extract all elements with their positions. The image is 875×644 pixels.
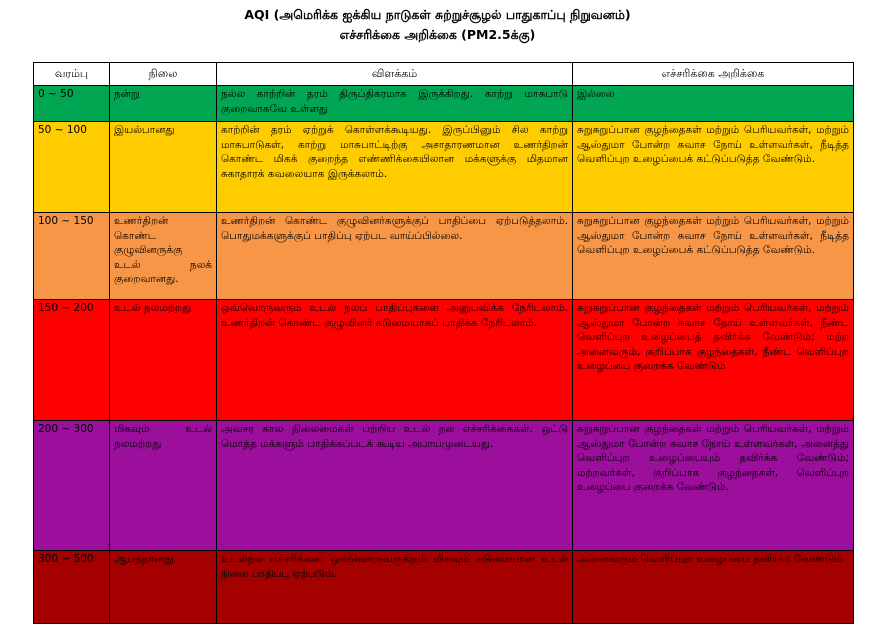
warning-cell: சுறுசுறுப்பான குழந்தைகள் மற்றும் பெரியவர்கள், மற்றும் ஆஸ்துமா போன்ற சுவாச நோய் உள்ளவர்கள், அனைத்து வெளிப்புற உழைப்பையும் தவிர்க்க வேண்டும்; மற்றவர்கள், குறிப்பாக குழந்தைகள், வெளிப்புற உழைப்பை குறைக்க வேண்டும். xyxy=(573,421,854,551)
warning-cell: சுறுசுறுப்பான குழந்தைகள் மற்றும் பெரியவர்கள், மற்றும் ஆஸ்துமா போன்ற சுவாச நோய் உள்ளவர்கள், நீண்ட வெளிப்புற உழைப்பைத் தவிர்க்க வேண்டும்; மற்ற அனைவரும், குறிப்பாக குழந்தைகள், நீண்ட வெளிப்புற உழைப்பை குறைக்க வேண்டும் xyxy=(573,300,854,421)
aqi-table xyxy=(33,62,854,624)
table-row xyxy=(34,551,854,624)
description-cell: ஒவ்வொருவரும் உடல் நலப் பாதிப்புகளை அனுபவிக்க நேரிடலாம். உணர்திறன் கொண்ட குழுவினர் கடுமையாகப் பாதிக்க நேரிடலாம். xyxy=(217,300,573,421)
description-cell: உணர்திறன் கொண்ட குழுவினர்களுக்குப் பாதிப்பை ஏற்படுத்தலாம். பொதுமக்களுக்குப் பாதிப்பு ஏற்பட வாய்ப்பில்லை. xyxy=(217,213,573,300)
warning-cell: இல்லை xyxy=(573,86,854,122)
table-row xyxy=(34,300,854,421)
document-subtitle: எச்சரிக்கை அறிக்கை (PM2.5க்கு) xyxy=(339,27,536,42)
document-title: AQI (அமெரிக்க ஐக்கிய நாடுகள் சுற்றுச்சூழல் பாதுகாப்பு நிறுவனம்) xyxy=(244,7,631,22)
warning-cell: அனைவரும் வெளிப்புற உழைப்பை தவிர்க்க வேண்டும் xyxy=(573,551,854,624)
level-cell: உணர்திறன் கொண்ட குழுவினருக்கு உடல் நலக் குறைவானது. xyxy=(110,213,217,300)
table-row xyxy=(34,213,854,300)
header-warning: எச்சரிக்கை அறிக்கை xyxy=(573,63,854,86)
range-cell: 0 ~ 50 xyxy=(34,86,110,122)
description-cell: அவசர கால நிலைமைகள் பற்றிய உடல் நல எச்சரிக்கைகள். ஒட்டு மொத்த மக்களும் பாதிக்கப்படக் கூடிய அபாயமுடையது. xyxy=(217,421,573,551)
table-row xyxy=(34,86,854,122)
description-cell: காற்றின் தரம் ஏற்றுக் கொள்ளக்கூடியது. இருப்பினும் சில காற்று மாசுபாடுகள், காற்று மாசுபாட்டிற்கு அசாதாரணமான உணர்திறன் கொண்ட மிகக் குறைந்த எண்ணிக்கையிலான மக்களுக்கு மிதமான சுகாதாரக் கவலையாக இருக்கலாம். xyxy=(217,122,573,213)
level-cell: மிகவும் உடல் நலமற்றது xyxy=(110,421,217,551)
header-level: நிலை xyxy=(110,63,217,86)
warning-cell: சுறுசுறுப்பான குழந்தைகள் மற்றும் பெரியவர்கள், மற்றும் ஆஸ்துமா போன்ற சுவாச நோய் உள்ளவர்கள், நீடித்த வெளிப்புற உழைப்பைக் கட்டுப்படுத்த வேண்டும். xyxy=(573,122,854,213)
header-description: விளக்கம் xyxy=(217,63,573,86)
description-cell: உடல்நல எச்சரிக்கை: ஒவ்வொருவருக்கும் மிகவும் கடுமையான உடல் நிலை பாதிப்பு ஏற்படும். xyxy=(217,551,573,624)
warning-cell: சுறுசுறுப்பான குழந்தைகள் மற்றும் பெரியவர்கள், மற்றும் ஆஸ்துமா போன்ற சுவாச நோய் உள்ளவர்கள், நீடித்த வெளிப்புற உழைப்பைக் கட்டுப்படுத்த வேண்டும். xyxy=(573,213,854,300)
range-cell: 300 ~ 500 xyxy=(34,551,110,624)
header-range: வரம்பு xyxy=(34,63,110,86)
table-row xyxy=(34,421,854,551)
table-header-row xyxy=(34,63,854,86)
level-cell: நன்று xyxy=(110,86,217,122)
level-cell: இயல்பானது xyxy=(110,122,217,213)
table-row xyxy=(34,122,854,213)
range-cell: 50 ~ 100 xyxy=(34,122,110,213)
range-cell: 150 ~ 200 xyxy=(34,300,110,421)
description-cell: நல்ல காற்றின் தரம் திருப்திகரமாக இருக்கிறது. காற்று மாசுபாடு குறைவாகவே உள்ளது xyxy=(217,86,573,122)
level-cell: உடல் நலமற்றது xyxy=(110,300,217,421)
level-cell: ஆபத்தானது xyxy=(110,551,217,624)
range-cell: 100 ~ 150 xyxy=(34,213,110,300)
range-cell: 200 ~ 300 xyxy=(34,421,110,551)
